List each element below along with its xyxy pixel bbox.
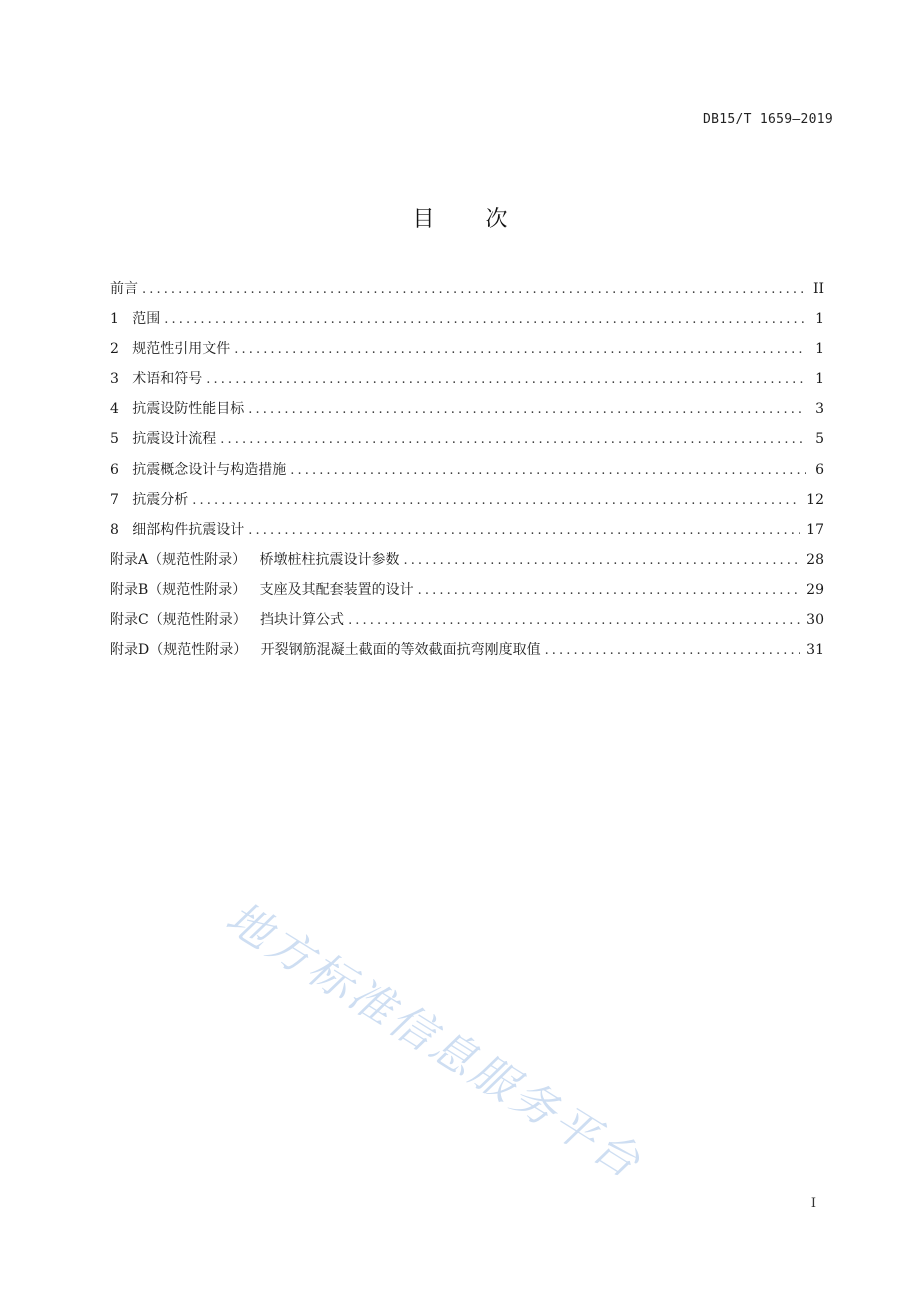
toc-entry-appendix-c[interactable] — [110, 610, 824, 640]
toc-entry-label: 8 细部构件抗震设计 — [110, 521, 245, 538]
dot-leader — [164, 310, 806, 330]
toc-entry-label: 7 抗震分析 — [110, 491, 189, 508]
toc-entry-page: II — [812, 281, 824, 297]
toc-entry-page: 3 — [815, 401, 824, 418]
toc-entry-label: 附录C（规范性附录） 挡块计算公式 — [110, 612, 345, 629]
dot-leader — [142, 280, 806, 300]
toc-entry-performance-objectives[interactable] — [110, 399, 824, 429]
toc-entry-page: 1 — [815, 311, 824, 328]
toc-entry-page: 17 — [806, 521, 824, 538]
toc-entry-label: 2 规范性引用文件 — [110, 341, 231, 358]
toc-entry-page: 12 — [806, 491, 824, 508]
dot-leader — [206, 370, 806, 390]
toc-entry-label: 附录D（规范性附录） 开裂钢筋混凝土截面的等效截面抗弯刚度取值 — [110, 642, 541, 659]
dot-leader — [545, 641, 801, 661]
toc-entry-page: 30 — [806, 612, 824, 629]
toc-entry-design-process[interactable] — [110, 429, 824, 459]
toc-entry-detail-design[interactable] — [110, 520, 824, 550]
toc-entry-scope[interactable] — [110, 309, 824, 339]
toc-entry-terms-symbols[interactable] — [110, 369, 824, 399]
document-code: DB15/T 1659—2019 — [702, 112, 833, 127]
toc-entry-label: 1 范围 — [110, 311, 161, 328]
toc-entry-page: 1 — [815, 341, 824, 358]
toc-entry-label: 前言 — [110, 281, 138, 297]
toc-entry-normative-references[interactable] — [110, 339, 824, 369]
toc-entry-seismic-analysis[interactable] — [110, 490, 824, 520]
toc-entry-appendix-b[interactable] — [110, 580, 824, 610]
toc-title: 目 次 — [412, 207, 530, 232]
dot-leader — [234, 340, 806, 360]
toc-entry-label: 附录B（规范性附录） 支座及其配套装置的设计 — [110, 581, 414, 598]
toc-entry-page: 1 — [815, 371, 824, 388]
toc-entry-label: 6 抗震概念设计与构造措施 — [110, 461, 287, 478]
toc-entry-appendix-d[interactable] — [110, 640, 824, 670]
toc-entry-label: 附录A（规范性附录） 桥墩桩柱抗震设计参数 — [110, 551, 400, 568]
toc-entry-appendix-a[interactable] — [110, 550, 824, 580]
page-number: I — [810, 1196, 816, 1211]
toc-entry-page: 5 — [815, 431, 824, 448]
dot-leader — [418, 581, 801, 601]
dot-leader — [220, 430, 806, 450]
toc-entry-label: 4 抗震设防性能目标 — [110, 401, 245, 418]
toc-entry-label: 5 抗震设计流程 — [110, 431, 217, 448]
dot-leader — [348, 611, 800, 631]
dot-leader — [290, 461, 806, 481]
watermark: 地方标准信息服务平台 — [217, 892, 652, 1190]
toc-entry-foreword[interactable] — [110, 279, 824, 309]
toc-entry-label: 3 术语和符号 — [110, 371, 203, 388]
toc-entry-conceptual-design[interactable] — [110, 460, 824, 490]
table-of-contents — [110, 279, 824, 670]
dot-leader — [248, 521, 800, 541]
toc-entry-page: 31 — [806, 642, 824, 659]
toc-entry-page: 28 — [806, 551, 824, 568]
toc-entry-page: 6 — [815, 461, 824, 478]
dot-leader — [403, 551, 800, 571]
dot-leader — [248, 400, 806, 420]
dot-leader — [192, 491, 800, 511]
toc-entry-page: 29 — [806, 581, 824, 598]
